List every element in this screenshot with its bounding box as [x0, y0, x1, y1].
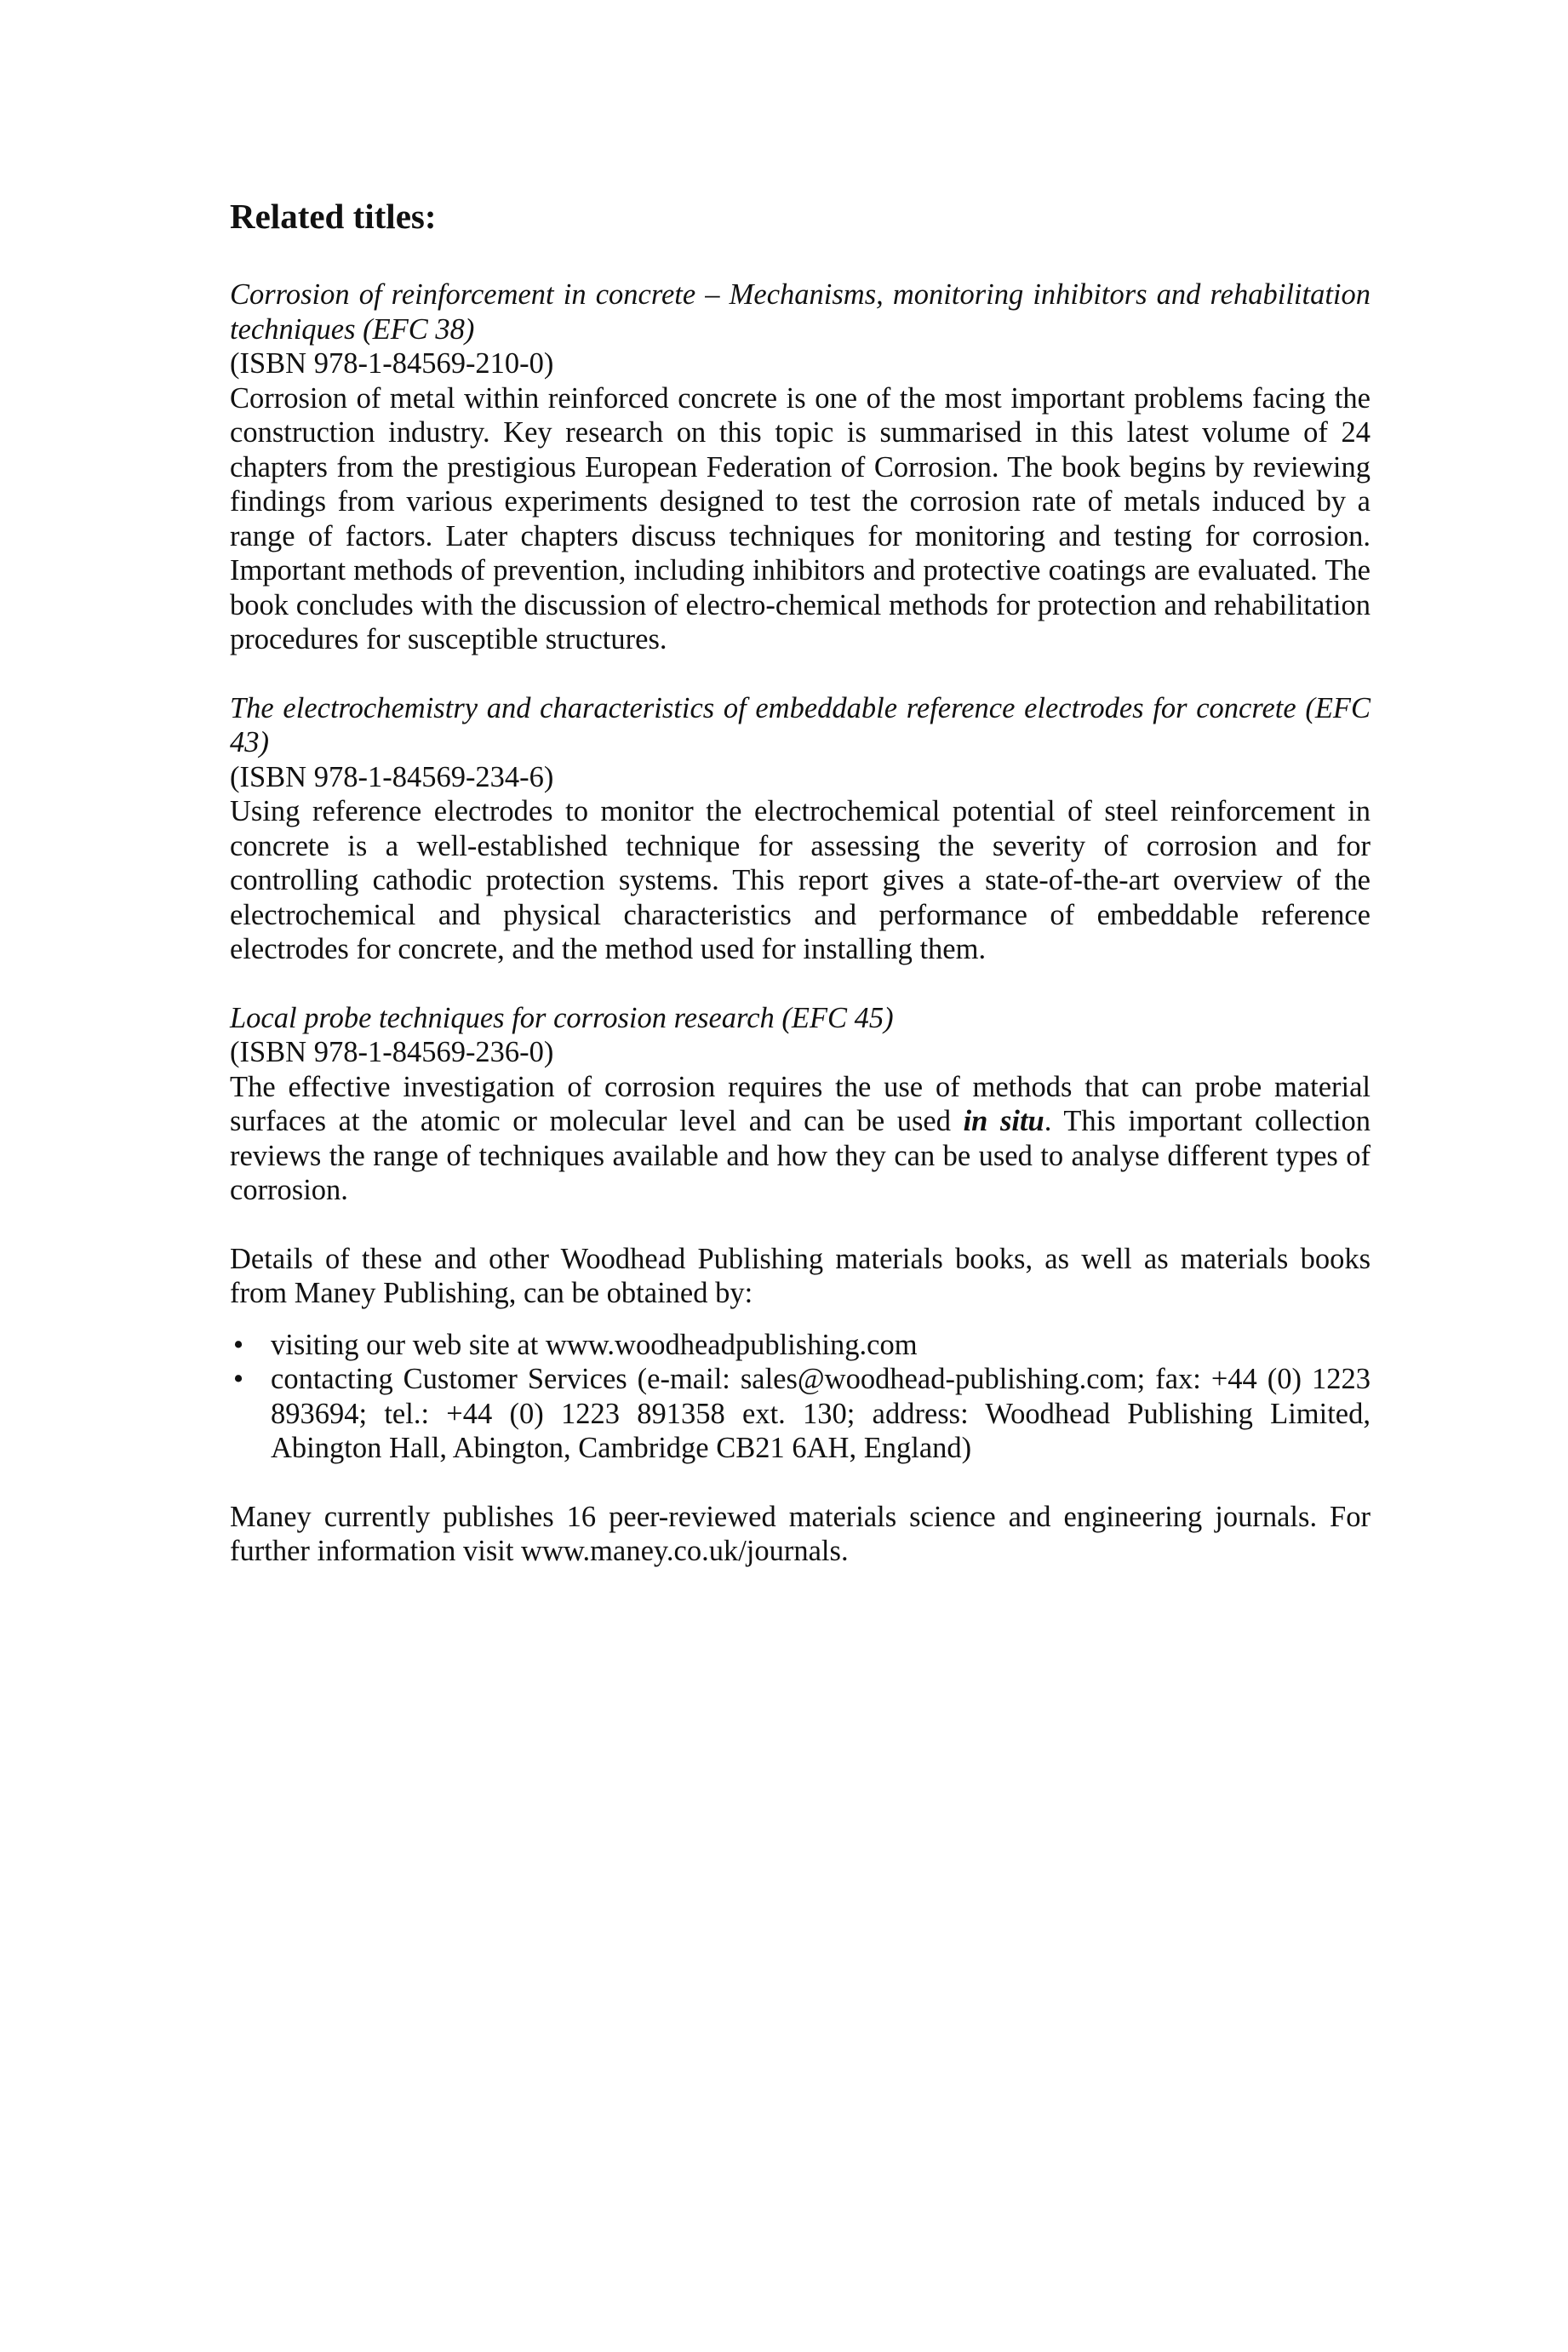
page-content	[230, 196, 1371, 1569]
page-heading: Related titles:	[230, 197, 437, 236]
book-description	[230, 1070, 1371, 1208]
book-title: Corrosion of reinforcement in concrete – Mechanisms, monitoring inhibitors and rehabilitation techniques (EFC 38)	[230, 278, 1371, 346]
description-text: . This important collection reviews the range of techniques available and how they can be used to analyse different types of corrosion.	[230, 1105, 1371, 1206]
book-title: The electrochemistry and characteristics of embeddable reference electrodes for concrete (EFC 43)	[230, 691, 1371, 758]
details-intro: Details of these and other Woodhead Publishing materials books, as well as materials books from Maney Publishing, can be obtained by:	[230, 1242, 1371, 1309]
book-description: Using reference electrodes to monitor the electrochemical potential of steel reinforcement in concrete is a well-established technique for assessing the severity of corrosion and for controlling cathodic protection systems. This report gives a state-of-the-art overview of the electrochemical and physical characteristics and performance of embeddable reference electrodes for concrete, and the method used for installing them.	[230, 795, 1371, 965]
description-text: The effective investigation of corrosion requires the use of methods that can probe material surfaces at the atomic or molecular level and can be used	[230, 1070, 1371, 1137]
related-title-entry	[230, 278, 1371, 657]
description-emphasis: in situ	[963, 1105, 1044, 1137]
book-isbn: (ISBN 978-1-84569-234-6)	[230, 760, 554, 793]
contact-item-customer-services	[230, 1362, 1371, 1466]
related-title-entry	[230, 1001, 1371, 1208]
contact-text: contacting Customer Services (e-mail: sales@woodhead-publishing.com; fax: +44 (0) 1223 893694; tel.: +44 (0) 1223 891358 ext. 130; address: Woodhead Publishing Limited, Abington Hall, Abington, Cambridge CB21 6AH, England)	[271, 1363, 1371, 1464]
book-title: Local probe techniques for corrosion research (EFC 45)	[230, 1001, 894, 1034]
contact-item-website	[230, 1328, 1371, 1363]
contact-text: visiting our web site at www.woodheadpublishing.com	[271, 1328, 918, 1361]
bullet-icon: •	[232, 1363, 244, 1395]
book-isbn: (ISBN 978-1-84569-236-0)	[230, 1036, 554, 1068]
book-description: Corrosion of metal within reinforced concrete is one of the most important problems facing the construction industry. Key research on this topic is summarised in this latest volume of 24 chapters from the prestigious European Federation of Corrosion. The book begins by reviewing findings from various experiments designed to test the corrosion rate of metals induced by a range of factors. Later chapters discuss techniques for monitoring and testing for corrosion. Important methods of prevention, including inhibitors and protective coatings are evaluated. The book concludes with the discussion of electro-chemical methods for protection and rehabilitation procedures for susceptible structures.	[230, 381, 1371, 655]
bullet-icon: •	[232, 1328, 244, 1361]
book-isbn: (ISBN 978-1-84569-210-0)	[230, 347, 554, 380]
contact-list	[230, 1328, 1371, 1466]
journals-note: Maney currently publishes 16 peer-reviewed materials science and engineering journals. For further information visit www.maney.co.uk/journals.	[230, 1500, 1371, 1567]
related-title-entry	[230, 691, 1371, 967]
